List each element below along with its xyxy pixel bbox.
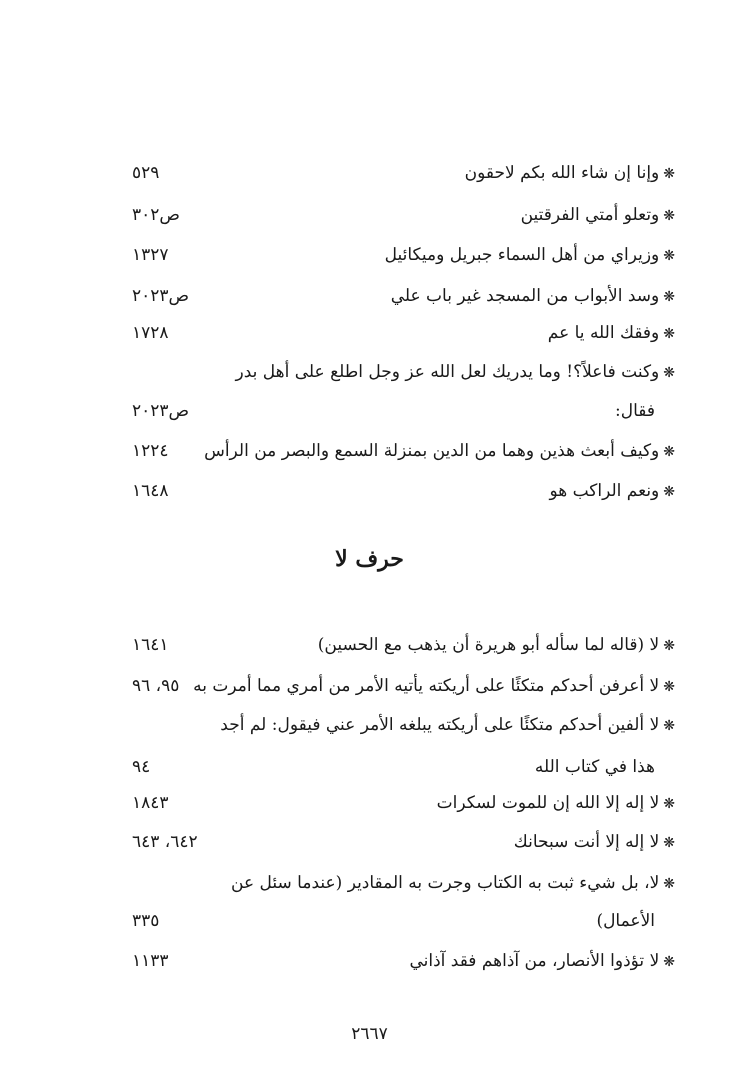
index-entry	[60, 357, 675, 387]
page-number: ٢٦٦٧	[351, 1024, 388, 1044]
entry-reference: ٩٤	[132, 757, 151, 777]
entry-text: ❋لا، بل شيء ثبت به الكتاب وجرت به المقادير (عندما سئل عن	[231, 873, 675, 893]
star-bullet-icon: ❋	[663, 876, 675, 892]
entry-text: ❋وتعلو أمتي الفرقتين	[520, 205, 675, 225]
entry-reference: ١٧٢٨	[132, 323, 169, 343]
index-entry	[60, 946, 675, 976]
star-bullet-icon: ❋	[663, 484, 675, 500]
index-entry	[60, 200, 675, 230]
star-bullet-icon: ❋	[663, 954, 675, 970]
entry-text: ❋لا إله إلا الله إن للموت لسكرات	[436, 793, 675, 813]
entry-reference: ٦٤٢، ٦٤٣	[132, 832, 198, 852]
index-entry-continuation	[60, 906, 675, 936]
entry-reference: ١٦٤٨	[132, 481, 169, 501]
index-entry	[60, 281, 675, 311]
entry-reference: ٥٢٩	[132, 163, 160, 183]
star-bullet-icon: ❋	[663, 835, 675, 851]
entry-reference: ٩٥، ٩٦	[132, 676, 180, 696]
star-bullet-icon: ❋	[663, 638, 675, 654]
entry-text: ❋لا أعرفن أحدكم متكئًا على أريكته يأتيه الأمر من أمري مما أمرت به	[193, 676, 675, 696]
star-bullet-icon: ❋	[663, 718, 675, 734]
entry-text: ❋وكنت فاعلاً؟! وما يدريك لعل الله عز وجل اطلع على أهل بدر	[235, 362, 675, 382]
entry-text: الأعمال)	[596, 911, 655, 931]
entry-text: ❋وفقك الله يا عم	[547, 323, 675, 343]
entry-reference: ص٢٠٢٣	[132, 286, 190, 306]
entry-reference: ١٨٤٣	[132, 793, 169, 813]
index-entry	[60, 318, 675, 348]
section-heading: حرف لا	[335, 546, 404, 572]
star-bullet-icon: ❋	[663, 365, 675, 381]
star-bullet-icon: ❋	[663, 679, 675, 695]
entry-reference: ص٣٠٢	[132, 205, 180, 225]
entry-text: ❋لا (قاله لما سأله أبو هريرة أن يذهب مع الحسين)	[317, 635, 675, 655]
entry-text: ❋وزيراي من أهل السماء جبريل وميكائيل	[384, 245, 675, 265]
entry-text: ❋وسد الأبواب من المسجد غير باب علي	[390, 286, 675, 306]
entry-reference: ٣٣٥	[132, 911, 160, 931]
index-entry	[60, 671, 675, 701]
entry-reference: ١٢٢٤	[132, 441, 169, 461]
entry-reference: ١٣٢٧	[132, 245, 169, 265]
index-entry	[60, 476, 675, 506]
entry-text: ❋لا ألفين أحدكم متكئًا على أريكته يبلغه الأمر عني فيقول: لم أجد	[220, 715, 675, 735]
index-entry	[60, 710, 675, 740]
star-bullet-icon: ❋	[663, 208, 675, 224]
index-entry	[60, 158, 675, 188]
entry-text: ❋وإنا إن شاء الله بكم لاحقون	[464, 163, 675, 183]
index-entry	[60, 827, 675, 857]
entry-text: فقال:	[615, 401, 655, 421]
entry-text: هذا في كتاب الله	[534, 757, 655, 777]
entry-text: ❋وكيف أبعث هذين وهما من الدين بمنزلة السمع والبصر من الرأس	[204, 441, 675, 461]
entry-text: ❋لا إله إلا أنت سبحانك	[513, 832, 675, 852]
entry-text: ❋لا تؤذوا الأنصار، من آذاهم فقد آذاني	[409, 951, 675, 971]
index-entry	[60, 868, 675, 898]
index-entry	[60, 436, 675, 466]
index-entry	[60, 630, 675, 660]
index-entry-continuation	[60, 396, 675, 426]
entry-reference: ١١٣٣	[132, 951, 169, 971]
entry-reference: ص٢٠٢٣	[132, 401, 190, 421]
star-bullet-icon: ❋	[663, 796, 675, 812]
entry-reference: ١٦٤١	[132, 635, 169, 655]
star-bullet-icon: ❋	[663, 444, 675, 460]
entry-text: ❋ونعم الراكب هو	[549, 481, 675, 501]
index-entry	[60, 788, 675, 818]
index-entry-continuation	[60, 752, 675, 782]
star-bullet-icon: ❋	[663, 289, 675, 305]
index-entry	[60, 240, 675, 270]
star-bullet-icon: ❋	[663, 248, 675, 264]
star-bullet-icon: ❋	[663, 166, 675, 182]
star-bullet-icon: ❋	[663, 326, 675, 342]
